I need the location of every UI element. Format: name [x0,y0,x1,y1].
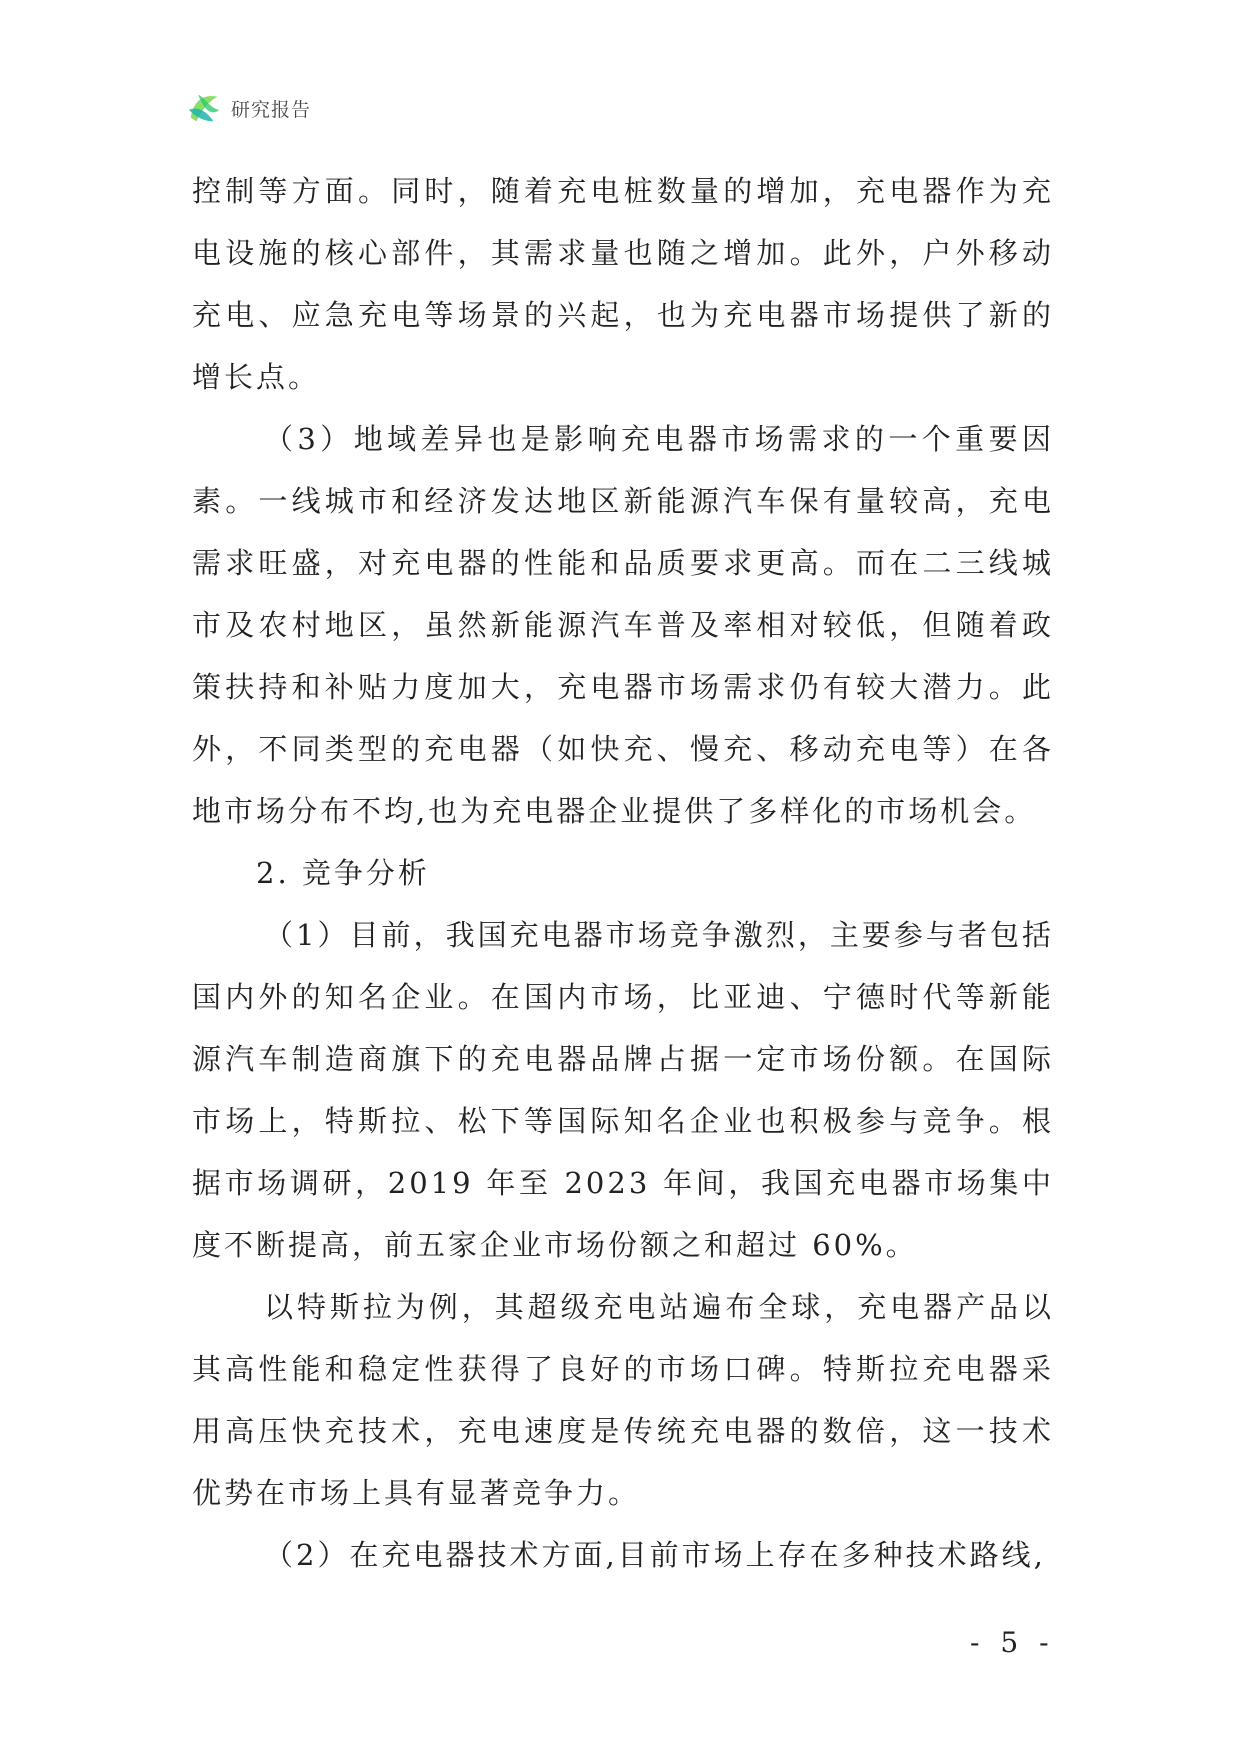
paragraph: （2）在充电器技术方面,目前市场上存在多种技术路线, [264,1538,1046,1572]
report-title: 研究报告 [231,98,312,121]
paragraph: （1）目前，我国充电器市场竞争激烈，主要参与者包括国内外的知名企业。在国内市场，比亚迪、宁德时代等新能源汽车制造商旗下的充电器品牌占据一定市场份额。在国际市场上，特斯拉、松下等国际知名企业也积极参与竞争。根据市场调研，2019 年至 2023 年间，我国充电器市场集中度不断提高，前五家企业市场份额之和超过 60%。 [192,918,1054,1262]
paragraph: （3）地域差异也是影响充电器市场需求的一个重要因素。一线城市和经济发达地区新能源汽车保有量较高，充电需求旺盛，对充电器的性能和品质要求更高。而在二三线城市及农村地区，虽然新能源汽车普及率相对较低，但随着政策扶持和补贴力度加大，充电器市场需求仍有较大潜力。此外，不同类型的充电器（如快充、慢充、移动充电等）在各地市场分布不均,也为充电器企业提供了多样化的市场机会。 [192,422,1054,828]
paragraph: 控制等方面。同时，随着充电桩数量的增加，充电器作为充电设施的核心部件，其需求量也随之增加。此外，户外移动充电、应急充电等场景的兴起，也为充电器市场提供了新的增长点。 [192,174,1054,394]
report-logo-icon [185,89,223,127]
paragraph: 以特斯拉为例，其超级充电站遍布全球，充电器产品以其高性能和稳定性获得了良好的市场口碑。特斯拉充电器采用高压快充技术，充电速度是传统充电器的数倍，这一技术优势在市场上具有显著竞争力。 [192,1290,1054,1510]
document-body [192,160,1054,1586]
section-heading: 2. 竞争分析 [256,856,430,890]
page-header [185,88,311,128]
page-number: - 5 - [970,1626,1055,1659]
